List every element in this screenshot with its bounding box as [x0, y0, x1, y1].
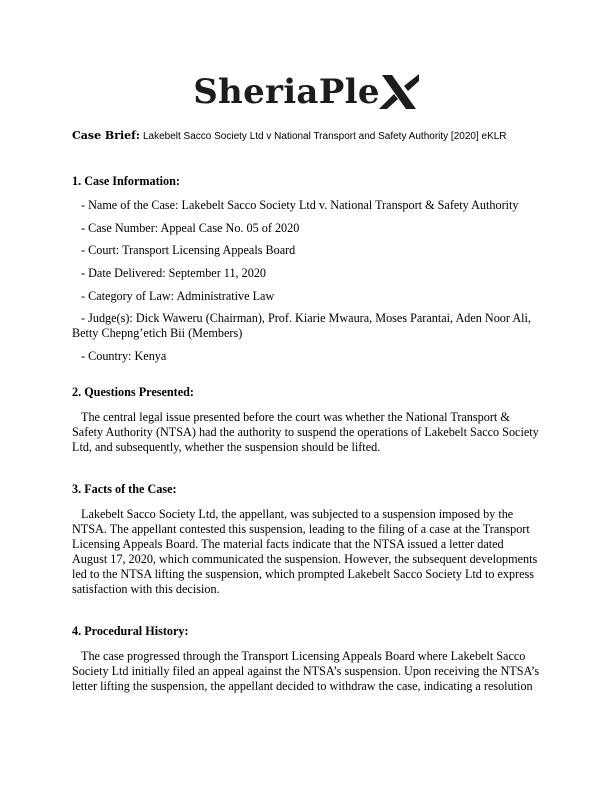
section-heading: 3. Facts of the Case: — [72, 482, 177, 497]
section-procedural-history — [72, 624, 540, 694]
section-facts — [72, 482, 540, 597]
case-brief-label: Case Brief: — [72, 129, 140, 142]
section-questions-presented — [72, 385, 540, 455]
case-brief-line — [72, 129, 507, 142]
logo-wordmark: SheriaPle — [193, 72, 380, 112]
case-info-judges: - Judge(s): Dick Waweru (Chairman), Prof. Kiarie Mwaura, Moses Parantai, Aden Noor Ali, Betty Chepng’etich Bii (Members) — [72, 311, 531, 341]
case-info-category: - Category of Law: Administrative Law — [81, 288, 275, 303]
case-info-country: - Country: Kenya — [81, 349, 167, 364]
sheriaplex-logo — [0, 72, 612, 122]
case-info-number: - Case Number: Appeal Case No. 05 of 2020 — [81, 220, 300, 235]
section-paragraph: Lakebelt Sacco Society Ltd, the appellant, was subjected to a suspension imposed by the NTSA. The appellant contested this suspension, leading to the filing of a case at the Transport Licensing Appeals Board. The material facts indicate that the NTSA issued a letter dated August 17, 2020, which communicated the suspension. However, the subsequent developments led to the NTSA lifting the suspension, which prompted Lakebelt Sacco Society Ltd to express satisfaction with this decision. — [72, 507, 538, 597]
section-heading: 1. Case Information: — [72, 174, 180, 188]
section-paragraph: The central legal issue presented before the court was whether the National Transport & Safety Authority (NTSA) had the authority to suspend the operations of Lakebelt Sacco Society Ltd, and subsequently, whether the suspension should be lifted. — [72, 410, 539, 455]
section-heading: 2. Questions Presented: — [72, 385, 194, 400]
document-body — [72, 174, 540, 694]
case-info-name: - Name of the Case: Lakebelt Sacco Society Ltd v. National Transport & Safety Authority — [81, 198, 519, 212]
x-mark-icon — [379, 73, 419, 111]
case-info-date: - Date Delivered: September 11, 2020 — [81, 266, 267, 281]
section-paragraph: The case progressed through the Transport Licensing Appeals Board where Lakebelt Sacco Society Ltd initially filed an appeal against the NTSA’s suspension. Upon receiving the NTSA’s letter lifting the suspension, the appellant decided to withdraw the case, indicating a resolution — [72, 649, 540, 694]
case-info-court: - Court: Transport Licensing Appeals Board — [81, 243, 296, 258]
section-case-information — [72, 174, 540, 364]
section-heading: 4. Procedural History: — [72, 624, 189, 639]
case-brief-title: Lakebelt Sacco Society Ltd v National Transport and Safety Authority [2020] eKLR — [142, 131, 507, 142]
